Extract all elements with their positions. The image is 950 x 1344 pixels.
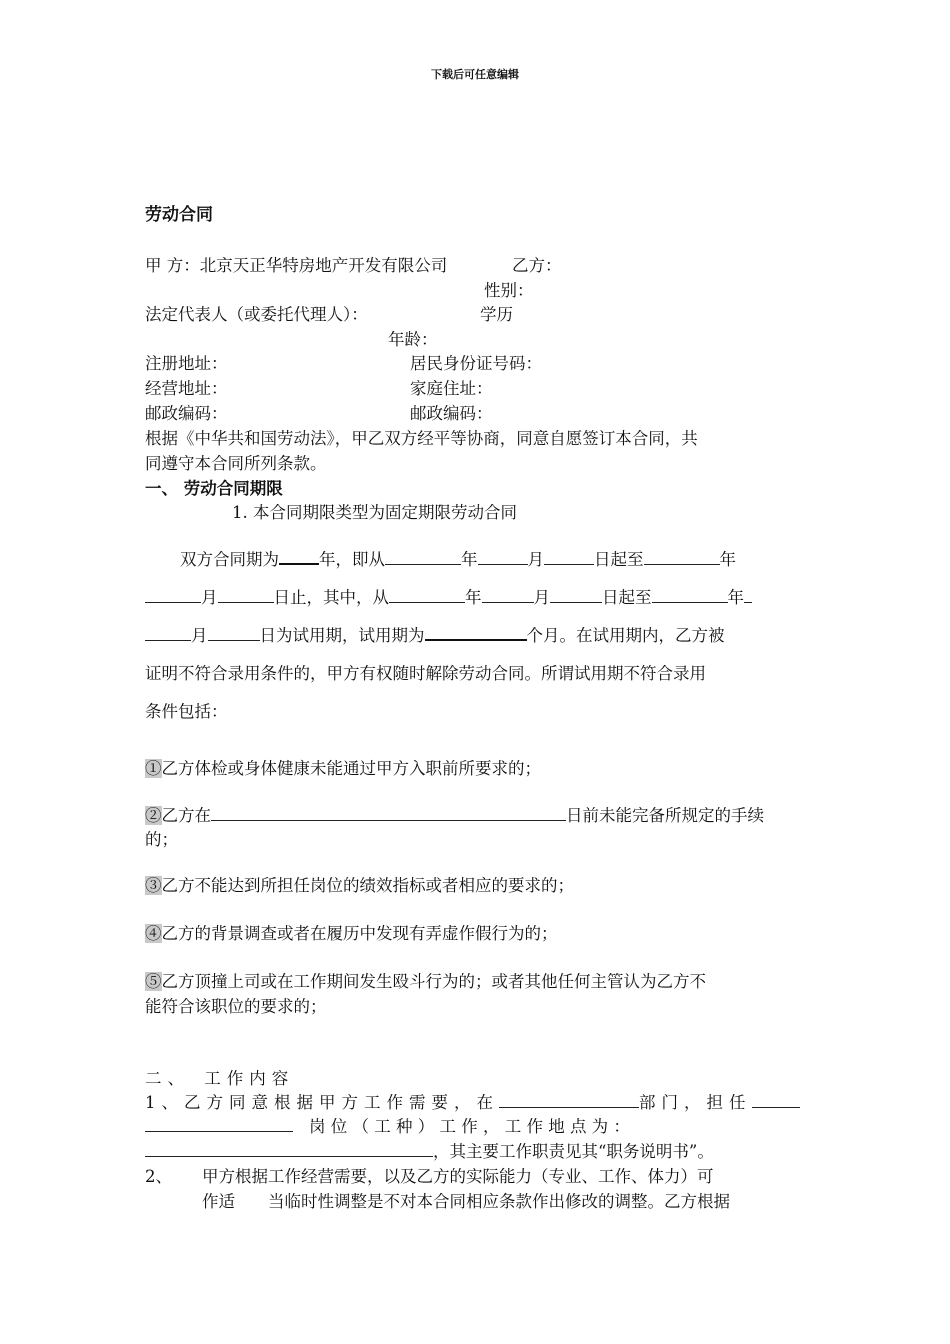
condition-2 xyxy=(145,802,764,826)
condition-2-cont: 的； xyxy=(145,830,178,849)
preamble-line-1: 根据《中华共和国劳动法》，甲乙双方经平等协商，同意自愿签订本合同，共 xyxy=(145,429,698,448)
blank-field[interactable] xyxy=(218,586,274,603)
blank-location[interactable] xyxy=(145,1140,433,1157)
item-text: 1、乙方同意根据甲方工作需要，在 xyxy=(145,1093,499,1112)
blank-field[interactable] xyxy=(145,586,201,603)
blank-field[interactable] xyxy=(145,624,191,641)
business-address-label: 经营地址： xyxy=(145,379,228,398)
term-line-1 xyxy=(180,546,736,570)
blank-field[interactable] xyxy=(211,804,566,821)
condition-text: 乙方不能达到所担任岗位的绩效指标或者相应的要求的； xyxy=(161,876,574,895)
term-text: 日止，其中，从 xyxy=(273,588,389,607)
condition-number: ① xyxy=(145,759,162,778)
registered-address-label: 注册地址： xyxy=(145,354,228,373)
section-2-heading: 二、 工作内容 xyxy=(145,1069,295,1088)
blank-field[interactable] xyxy=(482,586,534,603)
section-2-item-1-line-2 xyxy=(145,1113,630,1137)
condition-number: ③ xyxy=(145,876,162,895)
term-text: 月 xyxy=(533,588,550,607)
term-line-5: 条件包括： xyxy=(145,702,228,721)
term-text: 日起至 xyxy=(602,588,652,607)
term-text: 年 xyxy=(727,588,744,607)
age-label: 年龄： xyxy=(388,330,438,349)
blank-field[interactable] xyxy=(752,1091,800,1108)
blank-field[interactable] xyxy=(544,548,594,565)
term-text: 月 xyxy=(201,588,218,607)
section-2-item-2-num: 2、 xyxy=(145,1167,172,1186)
term-line-3 xyxy=(145,622,725,646)
id-number-label: 居民身份证号码： xyxy=(410,354,542,373)
preamble-line-2: 同遵守本合同所列条款。 xyxy=(145,454,327,473)
term-text: 双方合同期为 xyxy=(180,550,279,569)
section-2-item-2-line-2a: 作适 xyxy=(202,1192,235,1211)
term-text: 个月。在试用期内，乙方被 xyxy=(526,626,725,645)
blank-field[interactable] xyxy=(385,548,461,565)
section-2-item-1-line-3 xyxy=(145,1138,714,1162)
condition-4 xyxy=(145,920,558,944)
section-1-heading: 一、 劳动合同期限 xyxy=(145,479,283,498)
term-text: 年，即从 xyxy=(319,550,385,569)
postcode-a-label: 邮政编码： xyxy=(145,404,228,423)
blank-field[interactable] xyxy=(389,586,465,603)
blank-department[interactable] xyxy=(499,1091,639,1108)
home-address-label: 家庭住址： xyxy=(410,379,493,398)
item-text: ，其主要工作职责见其“职务说明书”。 xyxy=(433,1142,714,1161)
condition-text: 日前未能完备所规定的手续 xyxy=(566,806,764,825)
party-b-label: 乙方： xyxy=(512,256,562,275)
condition-number: ④ xyxy=(145,924,162,943)
blank-position[interactable] xyxy=(145,1115,293,1132)
item-text: 岗 位 （ 工 种 ） 工 作 ， 工 作 地 点 为 ： xyxy=(309,1117,630,1136)
condition-text: 乙方在 xyxy=(161,806,211,825)
blank-years[interactable] xyxy=(279,547,319,565)
term-text: 日起至 xyxy=(594,550,644,569)
term-text: 年 xyxy=(719,550,736,569)
blank-field[interactable] xyxy=(550,586,602,603)
postcode-b-label: 邮政编码： xyxy=(410,404,493,423)
condition-3 xyxy=(145,872,574,896)
blank-field[interactable] xyxy=(652,586,728,603)
blank-field[interactable] xyxy=(644,548,720,565)
condition-text: 乙方顶撞上司或在工作期间发生殴斗行为的；或者其他任何主管认为乙方不 xyxy=(161,972,706,991)
blank-field[interactable] xyxy=(744,586,752,603)
section-2-item-1 xyxy=(145,1089,800,1113)
legal-rep-label: 法定代表人（或委托代理人）： xyxy=(145,305,368,324)
condition-text: 乙方体检或身体健康未能通过甲方入职前所要求的； xyxy=(161,759,541,778)
blank-field[interactable] xyxy=(478,548,528,565)
term-line-4: 证明不符合录用条件的，甲方有权随时解除劳动合同。所谓试用期不符合录用 xyxy=(145,664,706,683)
condition-number: ⑤ xyxy=(145,972,162,991)
condition-1 xyxy=(145,755,541,779)
condition-number: ② xyxy=(145,806,162,825)
condition-5 xyxy=(145,968,706,992)
term-text: 年 xyxy=(461,550,478,569)
term-text: 月 xyxy=(191,626,208,645)
term-text: 年 xyxy=(465,588,482,607)
gender-label: 性别： xyxy=(484,281,534,300)
page-header: 下载后可任意编辑 xyxy=(431,68,519,81)
term-text: 日为试用期，试用期为 xyxy=(259,626,425,645)
blank-field[interactable] xyxy=(208,624,260,641)
condition-5-cont: 能符合该职位的要求的； xyxy=(145,997,327,1016)
party-a-name: 甲 方：北京天正华特房地产开发有限公司 xyxy=(145,256,448,275)
section-2-item-2-line-2b: 当临时性调整是不对本合同相应条款作出修改的调整。乙方根据 xyxy=(268,1192,730,1211)
blank-probation-months[interactable] xyxy=(425,623,527,641)
item-text: 部门，担任 xyxy=(639,1093,752,1112)
section-1-item-1: 1. 本合同期限类型为固定期限劳动合同 xyxy=(232,503,517,522)
term-line-2 xyxy=(145,584,752,608)
section-2-item-2: 甲方根据工作经营需要，以及乙方的实际能力（专业、工作、体力）可 xyxy=(202,1167,714,1186)
term-text: 月 xyxy=(527,550,544,569)
condition-text: 乙方的背景调查或者在履历中发现有弄虚作假行为的； xyxy=(161,924,558,943)
education-label: 学历 xyxy=(480,305,513,324)
document-title: 劳动合同 xyxy=(145,205,213,225)
